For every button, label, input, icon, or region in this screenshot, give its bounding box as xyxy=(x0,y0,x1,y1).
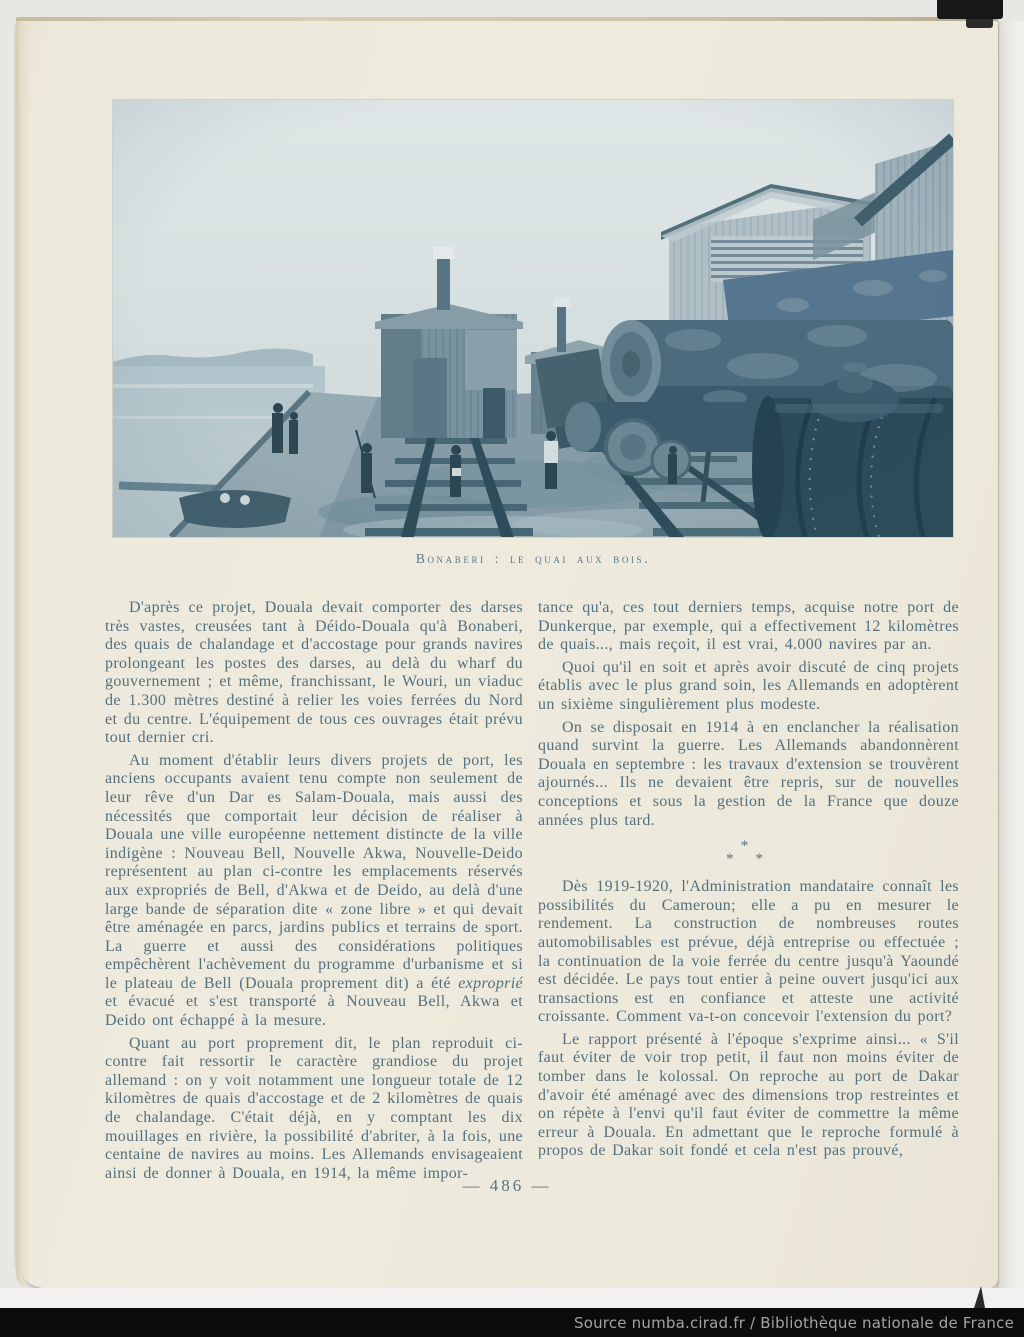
adjacent-page-edge xyxy=(999,21,1024,1288)
section-divider xyxy=(538,840,959,866)
paragraph-text: Au moment d'établir leurs divers projets de port, les anciens occupants avaient tenu compte non seulement de leur rêve d'un Dar es Salam-Douala, mais aussi des nécessités que comportait leur décision de réaliser à Douala une ville européenne nettement distincte de la ville indigène : Nouveau Bell, Nouvelle Akwa, Nouvelle-Deido représentent au plan ci-contre les emplacements réservés aux expropriés de Bell, d'Akwa et de Deido, au delà d'une large bande de séparation dite « zone libre » et qui devait être aménagée en parcs, jardins publics et terrains de sport. La guerre et aussi des considérations politiques empêchèrent l'achèvement du programme d'urbanisme et si le plateau de Bell (Douala proprement dit) a été xyxy=(105,751,523,992)
paragraph: On se disposait en 1914 à en enclancher la réalisation quand survint la guerre. Les Allemands abandonnèrent Douala en septembre : les travaux d'extension se trouvèrent ajournés... Ils ne devaient être repris, sur de nouvelles conceptions et sous la gestion de la France que douze années plus tard. xyxy=(538,718,959,829)
paragraph: Le rapport présenté à l'époque s'exprime ainsi... « S'il faut éviter de voir trop petit, il faut non moins éviter de tomber dans le kolossal. On reproche au port de Dakar d'avoir été aménagé avec des dimensions trop restreintes et on répète à l'envi qu'il faut éviter de commettre la même erreur à Douala. En admettant que le reproche formulé à propos de Dakar soit fondé et cela n'est pas prouvé, xyxy=(538,1030,959,1160)
divider-star-top: * xyxy=(740,838,757,855)
bookmark-mark xyxy=(974,1286,985,1308)
page-deckle-edge xyxy=(16,21,30,1288)
book-page xyxy=(16,21,998,1288)
paragraph: Dès 1919-1920, l'Administration mandataire connaît les possibilités du Cameroun; elle a pu en mesurer le rendement. La construction de nombreuses routes automobilisables est prévue, déjà entreprise ou effectuée ; la continuation de la voie ferrée du centre jusqu'à Yaoundé est décidée. Le pays tout entier à peine ouvert jusqu'ici aux transactions est en confiance et atteste une activité croissante. Comment va-t-on concevoir l'extension du port? xyxy=(538,878,959,1026)
article-left-column xyxy=(105,599,523,1187)
divider-stars-bottom: * * xyxy=(726,851,771,868)
italic-term: exproprié xyxy=(458,974,523,992)
paragraph: tance qu'a, ces tout derniers temps, acquise notre port de Dunkerque, par exemple, qui a effectivement 12 kilomètres de quais..., mais reçoit, il est vrai, 4.000 navires par an. xyxy=(538,599,959,654)
source-label: Source numba.cirad.fr / Bibliothèque nationale de France xyxy=(573,1313,1014,1332)
binder-clip-stub xyxy=(966,19,993,28)
scanner-background xyxy=(0,1288,1024,1308)
paragraph: Quoi qu'il en soit et après avoir discuté de cinq projets établis avec le plus grand soin, les Allemands en adoptèrent un sixième singulièrement plus modeste. xyxy=(538,658,959,713)
quay-photo xyxy=(113,100,953,537)
page-number: — 486 — xyxy=(462,1176,552,1195)
paragraph-text: et évacué et s'est transporté à Nouveau Bell, Akwa et Deido ont échappé à la mesure. xyxy=(105,993,523,1030)
photo-figure xyxy=(113,100,953,567)
binder-clip-icon xyxy=(937,0,1003,19)
paragraph: D'après ce projet, Douala devait comporter des darses très vastes, creusées tant à Déido-Douala qu'à Bonaberi, des quais de chalandage et d'accostage pour grands navires prolongeant les postes des darses, au delà du wharf du gouvernement ; et même, franchissant, le Wouri, un viaduc de 1.300 mètres destiné à relier les voies ferrées du Nord et du centre. L'équipement de tous ces ouvrages était prévu tout dernier cri. xyxy=(105,599,523,747)
article-right-column xyxy=(538,599,959,1165)
photo-caption: Bonaberi : le quai aux bois. xyxy=(415,551,651,566)
paragraph xyxy=(105,752,523,1031)
source-footer xyxy=(0,1308,1024,1337)
paragraph: Quant au port proprement dit, le plan reproduit ci-contre fait ressortir le caractère grandiose du projet allemand : on y voit notamment une longueur totale de 12 kilomètres de quais d'accostage et de 2 kilomètres de quais de chalandage. C'était déjà, en y comptant les dix mouillages en rivière, la possibilité d'abriter, à la fois, une centaine de navires au moins. Les Allemands envisageaient ainsi de donner à Douala, en 1914, la même impor- xyxy=(105,1034,523,1182)
